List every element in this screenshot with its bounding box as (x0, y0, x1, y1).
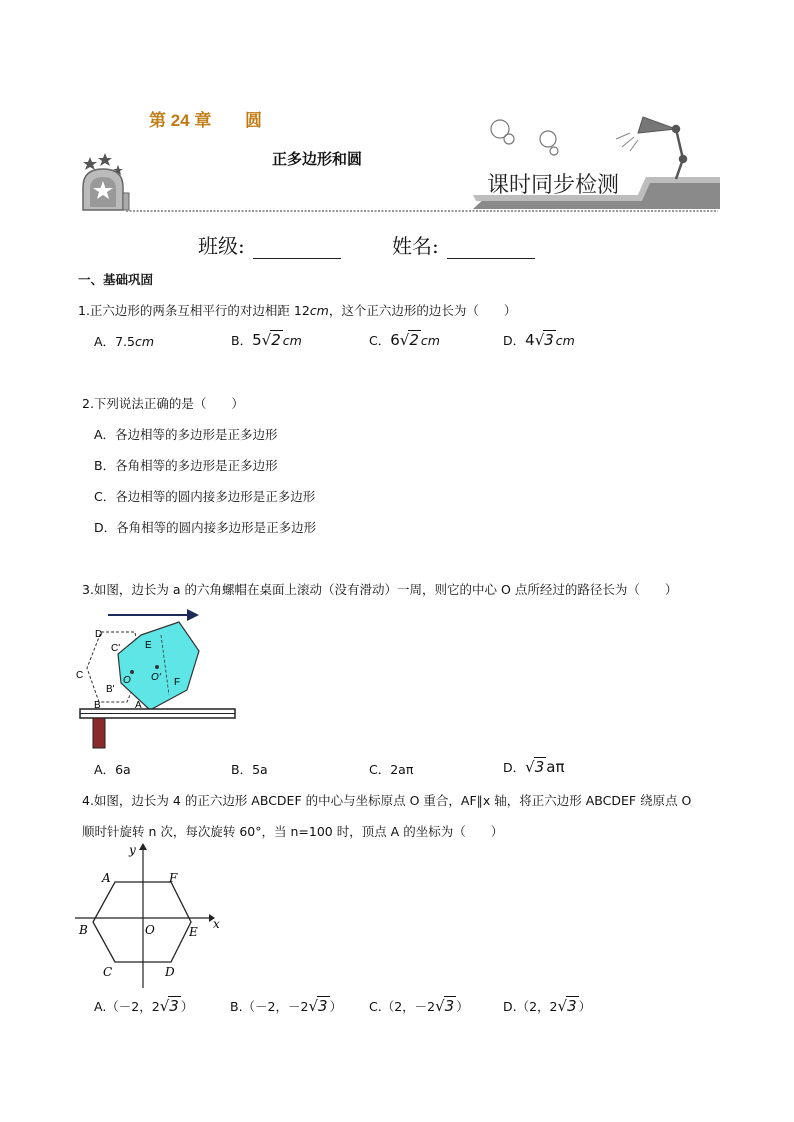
question-3: 3.如图，边长为 a 的六角螺帽在桌面上滚动（没有滑动）一周，则它的中心 O 点所经过的路径长为（ ） (82, 582, 678, 597)
lesson-title: 正多边形和圆 (272, 150, 363, 168)
sqrt-icon: √ (525, 758, 535, 776)
sqrt-icon: √ (557, 997, 568, 1015)
fig3-label-D: D (95, 629, 103, 640)
option-label: D． (503, 333, 526, 348)
option-label: A． (94, 334, 116, 349)
option-close: ） (578, 999, 592, 1014)
lamp-icon (638, 117, 686, 179)
q1-option-b[interactable] (231, 330, 302, 349)
q4-option-b[interactable] (230, 996, 342, 1015)
option-unit: cm (555, 333, 575, 348)
fig3-label-F: F (174, 677, 181, 688)
radicand: 3 (318, 997, 328, 1015)
option-tail: aπ (546, 758, 565, 776)
option-value: 5a (252, 762, 268, 777)
brand-title: 课时同步检测 (487, 173, 620, 198)
fig3-label-C1: C' (111, 643, 121, 654)
radicand: 3 (567, 997, 577, 1015)
q1-option-c[interactable] (369, 330, 440, 349)
q3-option-c[interactable] (369, 760, 413, 778)
fig3-label-B1: B' (106, 684, 115, 695)
q1-option-d[interactable] (503, 330, 575, 349)
q4-option-c[interactable] (369, 996, 469, 1015)
q3-option-b[interactable] (231, 760, 268, 778)
option-label: A． (94, 762, 116, 777)
q2-option-a[interactable]: A．各边相等的多边形是正多边形 (94, 427, 278, 442)
question-2: 2.下列说法正确的是（ ） (82, 396, 244, 411)
bubble-icons (491, 120, 558, 155)
option-coef: 5 (252, 331, 262, 349)
radicand: 2 (271, 331, 281, 349)
fig3-label-C: C (76, 670, 84, 681)
fig4-label-B: B (79, 923, 88, 937)
q1-stem-tail: ，这个正六边形的边长为（ ） (328, 303, 517, 318)
name-field (392, 230, 535, 259)
option-close: ） (329, 999, 343, 1014)
question-1 (78, 301, 516, 319)
fig4-label-y: y (129, 843, 136, 857)
arrow-icon (187, 609, 199, 621)
q3-option-a[interactable] (94, 760, 131, 778)
q4-option-d[interactable] (503, 996, 591, 1015)
sqrt-icon: √ (308, 997, 319, 1015)
option-value: 6a (115, 762, 131, 777)
q3-figure (75, 605, 240, 750)
question-4-line1: 4.如图，边长为 4 的正六边形 ABCDEF 的中心与坐标原点 O 重合，AF∥x 轴，将正六边形 ABCDEF 绕原点 O (82, 793, 692, 808)
option-text: D.（2，2 (503, 999, 558, 1014)
name-label: 姓名: (392, 234, 439, 258)
option-unit: cm (134, 334, 155, 349)
class-blank[interactable] (253, 240, 341, 259)
option-label: C． (369, 333, 391, 348)
radicand: 3 (534, 758, 545, 776)
fig3-label-O: O (123, 675, 131, 686)
q1-stem-unit: cm (309, 303, 329, 318)
q3-option-d[interactable] (503, 757, 564, 776)
option-text: B.（－2，－2 (230, 999, 309, 1014)
q1-option-a[interactable] (94, 332, 154, 350)
radicand: 3 (544, 331, 554, 349)
fig3-label-E: E (145, 640, 152, 651)
radicand: 2 (409, 331, 419, 349)
option-close: ） (180, 999, 194, 1014)
q2-option-d[interactable]: D．各角相等的圆内接多边形是正多边形 (94, 520, 317, 535)
q2-option-c[interactable]: C．各边相等的圆内接多边形是正多边形 (94, 489, 316, 504)
option-label: D． (503, 760, 526, 775)
option-value: 7.5 (115, 334, 135, 349)
fig4-label-C: C (103, 965, 113, 979)
q4-option-a[interactable] (94, 996, 193, 1015)
option-unit: cm (420, 333, 440, 348)
option-text: C.（2，－2 (369, 999, 436, 1014)
option-label: B． (231, 333, 253, 348)
sqrt-icon: √ (534, 331, 545, 349)
sqrt-icon: √ (399, 331, 410, 349)
fig4-label-x: x (213, 917, 220, 931)
name-blank[interactable] (447, 240, 535, 259)
option-value: 2aπ (390, 762, 414, 777)
fig4-label-D: D (165, 965, 175, 979)
fig4-label-F: F (169, 871, 178, 885)
fig3-label-A: A (135, 700, 142, 711)
option-close: ） (456, 999, 469, 1014)
radicand: 3 (444, 997, 455, 1015)
sqrt-icon: √ (159, 997, 170, 1015)
chapter-topic: 圆 (245, 111, 262, 130)
fig3-label-B: B (94, 700, 101, 711)
sqrt-icon: √ (435, 997, 445, 1015)
fig4-label-A: A (102, 871, 111, 885)
option-coef: 4 (525, 331, 535, 349)
option-label: B． (231, 762, 253, 777)
badge-icon (83, 169, 129, 210)
question-4-line2: 顺时针旋转 n 次，每次旋转 60°，当 n=100 时，顶点 A 的坐标为（ ） (82, 824, 504, 839)
class-label: 班级: (198, 234, 245, 258)
q4-figure (75, 840, 235, 990)
chapter-number: 第 24 章 (149, 111, 212, 130)
option-text: A.（－2，2 (94, 999, 160, 1014)
q2-option-b[interactable]: B．各角相等的多边形是正多边形 (94, 458, 278, 473)
radicand: 3 (169, 997, 179, 1015)
y-axis-arrow-icon (139, 843, 147, 850)
option-label: C． (369, 762, 391, 777)
sqrt-icon: √ (261, 331, 272, 349)
option-unit: cm (282, 333, 302, 348)
fig4-label-O: O (145, 923, 155, 937)
class-field (198, 230, 341, 259)
fig4-label-E: E (189, 925, 198, 939)
option-coef: 6 (390, 331, 400, 349)
fig3-label-O1: O' (151, 672, 161, 683)
section-title: 一、基础巩固 (78, 272, 154, 287)
q1-stem: 1.正六边形的两条互相平行的对边相距 12 (78, 303, 310, 318)
